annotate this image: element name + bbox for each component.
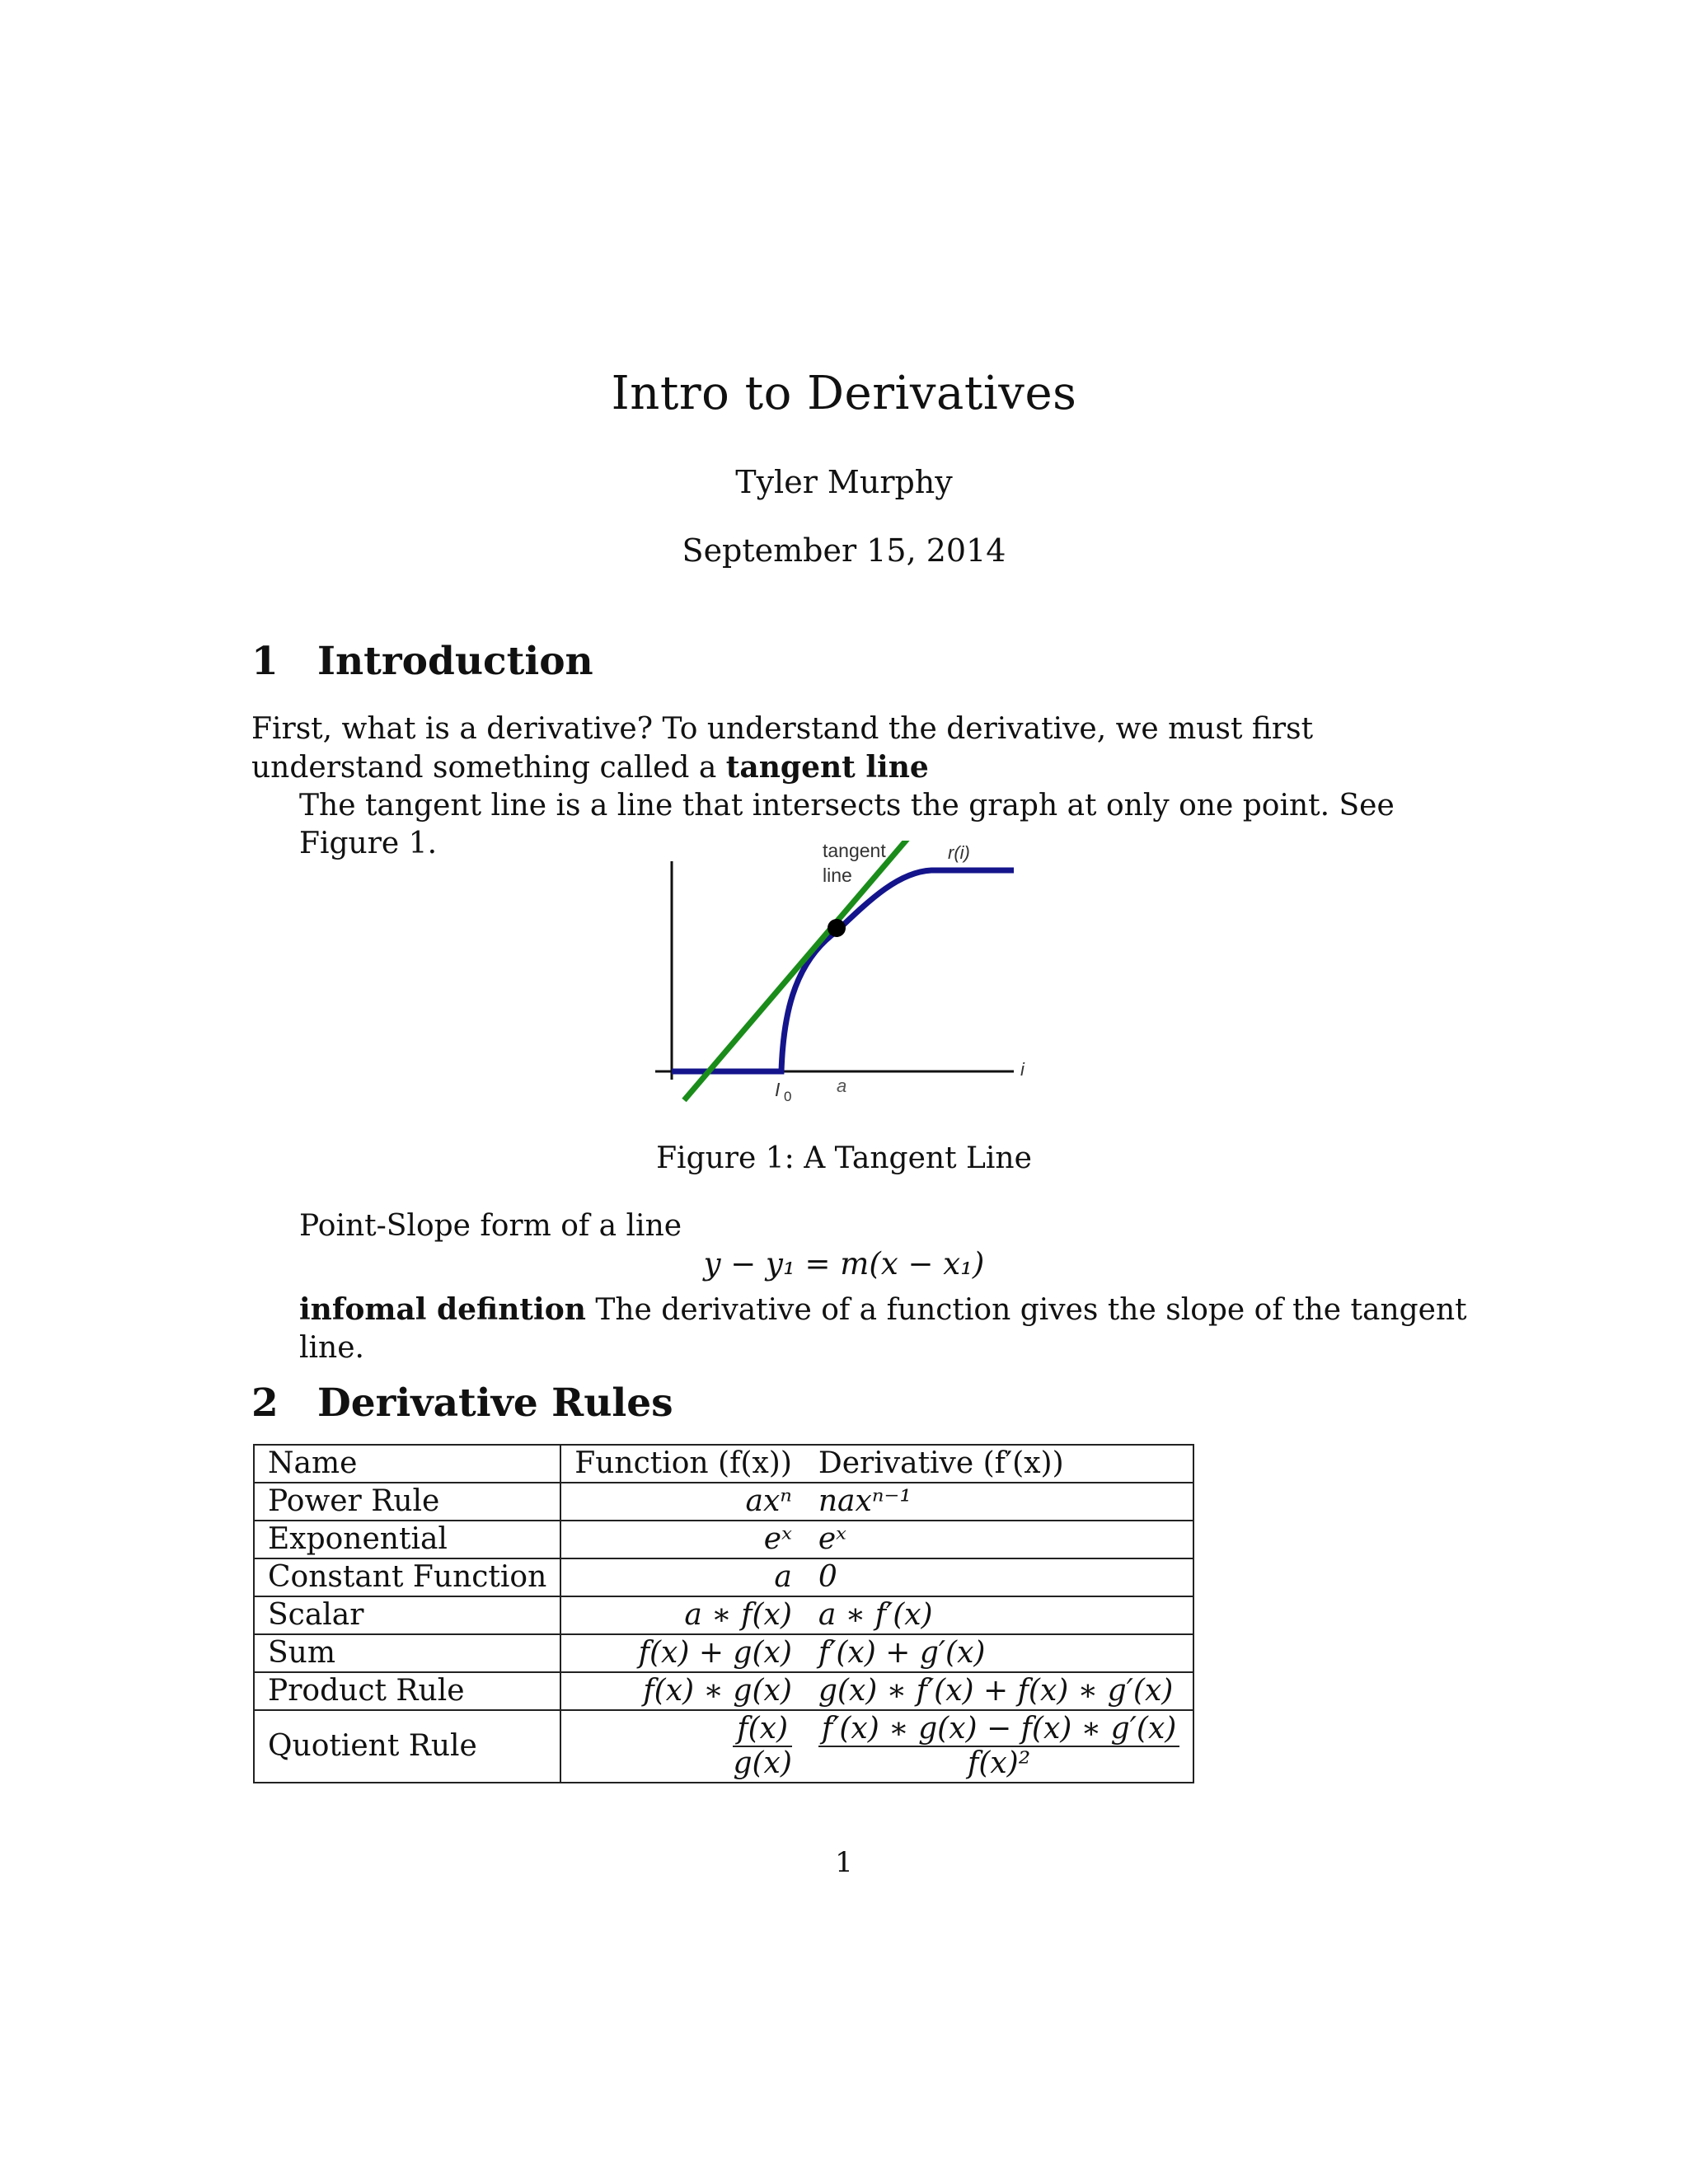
section-heading-derivative-rules <box>251 1380 673 1426</box>
fraction-denominator: f(x)² <box>968 1746 1031 1780</box>
paragraph-informal-definition <box>299 1291 1470 1367</box>
page-number: 1 <box>835 1846 853 1879</box>
rule-function: a <box>560 1558 805 1596</box>
label-axis-i: i <box>1020 1059 1025 1080</box>
fraction <box>733 1713 791 1780</box>
table-row <box>254 1483 1193 1521</box>
rule-name: Constant Function <box>254 1558 560 1596</box>
table-header-row <box>254 1445 1193 1483</box>
date: September 15, 2014 <box>682 532 1006 569</box>
bold-term-tangent-line: tangent line <box>725 750 929 785</box>
paragraph-intro <box>251 710 1438 787</box>
tangent-line <box>684 841 911 1100</box>
section-title: Derivative Rules <box>317 1380 673 1426</box>
fraction-numerator: f(x) <box>733 1713 791 1747</box>
label-tangent: tangent <box>823 841 886 861</box>
rule-function <box>560 1710 805 1783</box>
figure-caption: Figure 1: A Tangent Line <box>656 1141 1032 1175</box>
header-cell-function: Function (f(x)) <box>560 1445 805 1483</box>
rule-derivative: f′(x) + g′(x) <box>805 1634 1193 1672</box>
rule-function: a ∗ f(x) <box>560 1596 805 1634</box>
header-cell-derivative: Derivative (f′(x)) <box>805 1445 1193 1483</box>
curve-r-i <box>672 870 1014 1071</box>
label-curve-r-i: r(i) <box>948 842 970 863</box>
paragraph-text: The derivative of a function gives the slope of the tangent line. <box>299 1293 1467 1365</box>
rule-derivative: a ∗ f′(x) <box>805 1596 1193 1634</box>
rule-function: eˣ <box>560 1521 805 1558</box>
paragraph-point-slope: Point-Slope form of a line <box>299 1209 682 1243</box>
rule-derivative: eˣ <box>805 1521 1193 1558</box>
tangent-point <box>828 919 846 937</box>
section-heading-introduction <box>251 639 593 684</box>
table-row <box>254 1672 1193 1710</box>
rule-name: Power Rule <box>254 1483 560 1521</box>
label-a: a <box>837 1076 847 1096</box>
author: Tyler Murphy <box>735 464 953 500</box>
equation-point-slope: y − y₁ = m(x − x₁) <box>703 1246 985 1282</box>
rule-function: axⁿ <box>560 1483 805 1521</box>
rule-derivative: g(x) ∗ f′(x) + f(x) ∗ g′(x) <box>805 1672 1193 1710</box>
section-number: 1 <box>251 639 279 684</box>
rule-derivative: naxⁿ⁻¹ <box>805 1483 1193 1521</box>
paragraph-tangent-definition: The tangent line is a line that intersects the graph at only one point. See Figure 1. <box>299 789 1395 860</box>
rule-function: f(x) + g(x) <box>560 1634 805 1672</box>
rule-derivative <box>805 1710 1193 1783</box>
rule-name: Exponential <box>254 1521 560 1558</box>
rule-name: Sum <box>254 1634 560 1672</box>
section-number: 2 <box>251 1380 279 1426</box>
table-row <box>254 1521 1193 1558</box>
paragraph-text: First, what is a derivative? To understand the derivative, we must first understand something called a <box>251 712 1314 785</box>
section-title: Introduction <box>317 639 593 684</box>
label-i0-subscript: 0 <box>784 1089 792 1104</box>
label-i0: I <box>775 1079 781 1100</box>
table-row-quotient <box>254 1710 1193 1783</box>
rule-function: f(x) ∗ g(x) <box>560 1672 805 1710</box>
rule-derivative: 0 <box>805 1558 1193 1596</box>
label-line: line <box>823 865 852 886</box>
derivative-rules-table <box>253 1444 1194 1783</box>
page-title: Intro to Derivatives <box>611 367 1077 420</box>
rule-name: Quotient Rule <box>254 1710 560 1783</box>
fraction-numerator: f′(x) ∗ g(x) − f(x) ∗ g′(x) <box>818 1713 1179 1747</box>
tangent-line-figure <box>651 841 1047 1121</box>
header-cell-name: Name <box>254 1445 560 1483</box>
table-row <box>254 1558 1193 1596</box>
rule-name: Scalar <box>254 1596 560 1634</box>
table-row <box>254 1634 1193 1672</box>
table-row <box>254 1596 1193 1634</box>
rule-name: Product Rule <box>254 1672 560 1710</box>
fraction <box>818 1713 1179 1780</box>
bold-term-informal-definition: infomal defintion <box>299 1292 586 1327</box>
fraction-denominator: g(x) <box>733 1746 792 1780</box>
